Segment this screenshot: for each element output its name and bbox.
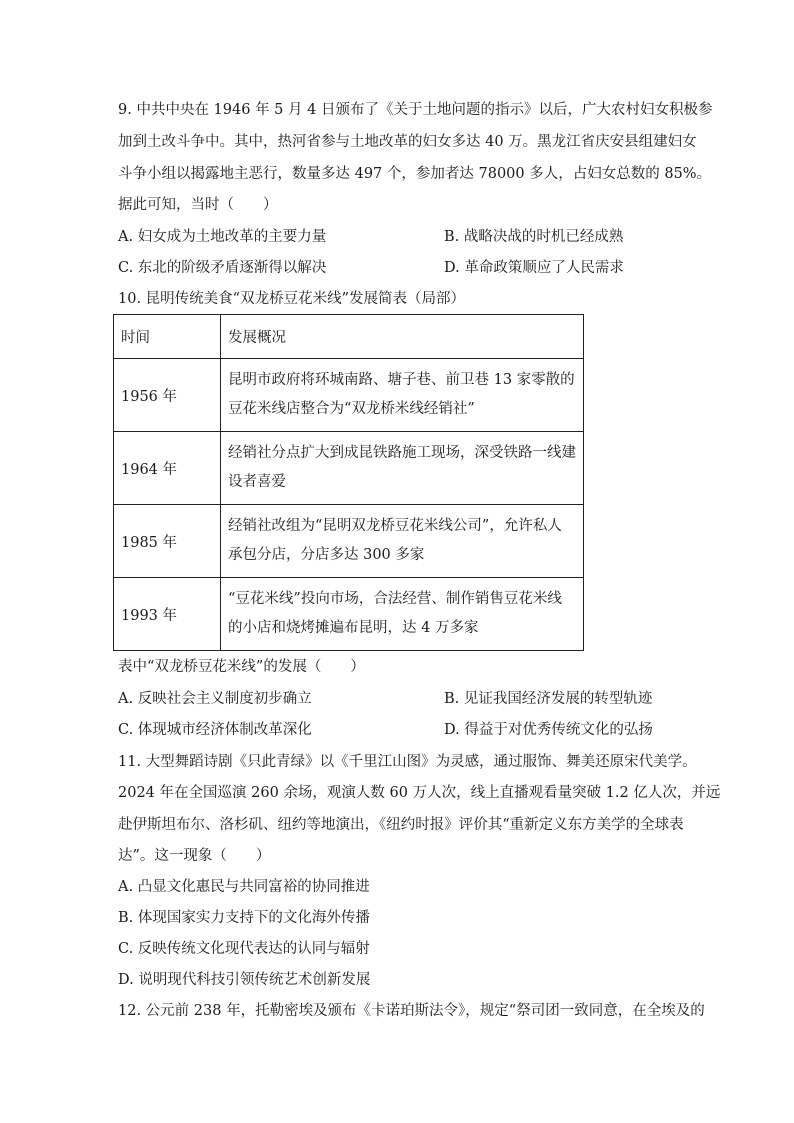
q11-option-c: C. 反映传统文化现代表达的认同与辐射 xyxy=(118,941,370,957)
table-cell-desc xyxy=(221,505,584,578)
q10-option-b: B. 见证我国经济发展的转型轨迹 xyxy=(444,691,653,707)
q10-stem: 表中“双龙桥豆花米线”的发展（ ） xyxy=(118,659,365,675)
q9-line-2: 加到土改斗争中。其中，热河省参与土地改革的妇女多达 40 万。黑龙江省庆安县组建妇女 xyxy=(118,134,697,150)
table-cell-year: 1964 年 xyxy=(114,432,221,505)
table-row xyxy=(114,359,584,432)
table-cell-desc xyxy=(221,578,584,651)
table-row xyxy=(114,505,584,578)
q10-option-a: A. 反映社会主义制度初步确立 xyxy=(118,691,312,707)
q11-option-b: B. 体现国家实力支持下的文化海外传播 xyxy=(118,910,370,926)
q11-line-3: 赴伊斯坦布尔、洛杉矶、纽约等地演出，《纽约时报》评价其“重新定义东方美学的全球表 xyxy=(118,817,684,833)
table-cell-desc-text: 经销社改组为“昆明双龙桥豆花米线公司”，允许私人承包分店，分店多达 300 多家 xyxy=(228,518,562,563)
table-cell-desc xyxy=(221,432,584,505)
q11-line-1: 11. 大型舞蹈诗剧《只此青绿》以《千里江山图》为灵感，通过服饰、舞美还原宋代美学。 xyxy=(118,754,697,770)
table-cell-desc xyxy=(221,359,584,432)
table-header-overview: 发展概况 xyxy=(221,315,584,359)
table-cell-desc-text: “豆花米线”投向市场，合法经营、制作销售豆花米线的小店和烧烤摊遍布昆明，达 4 万多家 xyxy=(228,591,562,636)
q9-option-d: D. 革命政策顺应了人民需求 xyxy=(444,260,624,276)
q9-option-c: C. 东北的阶级矛盾逐渐得以解决 xyxy=(118,260,327,276)
q12-line-1: 12. 公元前 238 年，托勒密埃及颁布《卡诺珀斯法令》，规定“祭司团一致同意，在全埃及的 xyxy=(118,1003,705,1019)
q10-option-c: C. 体现城市经济体制改革深化 xyxy=(118,722,312,738)
q10-option-d: D. 得益于对优秀传统文化的弘扬 xyxy=(444,722,653,738)
table-header-row xyxy=(114,315,584,359)
table-cell-year: 1956 年 xyxy=(114,359,221,432)
q11-option-a: A. 凸显文化惠民与共同富裕的协同推进 xyxy=(118,879,370,895)
q9-option-b: B. 战略决战的时机已经成熟 xyxy=(444,229,624,245)
table-header-time: 时间 xyxy=(114,315,221,359)
q9-line-4: 据此可知，当时（ ） xyxy=(118,197,278,213)
table-cell-year: 1993 年 xyxy=(114,578,221,651)
q11-line-4: 达”。这一现象（ ） xyxy=(118,848,271,864)
q9-option-a: A. 妇女成为土地改革的主要力量 xyxy=(118,229,327,245)
table-row xyxy=(114,578,584,651)
table-cell-desc-text: 经销社分点扩大到成昆铁路施工现场，深受铁路一线建设者喜爱 xyxy=(228,445,576,490)
table-cell-desc-text: 昆明市政府将环城南路、塘子巷、前卫巷 13 家零散的豆花米线店整合为“双龙桥米线经销社” xyxy=(228,372,575,417)
q10-title: 10. 昆明传统美食“双龙桥豆花米线”发展简表（局部） xyxy=(118,291,465,307)
q9-line-3: 斗争小组以揭露地主恶行，数量多达 497 个，参加者达 78000 多人，占妇女总数的 85%。 xyxy=(118,166,712,182)
q11-line-2: 2024 年在全国巡演 260 余场，观演人数 60 万人次，线上直播观看量突破 1.2 亿人次，并远 xyxy=(118,785,721,801)
q11-option-d: D. 说明现代科技引领传统艺术创新发展 xyxy=(118,972,371,988)
table-cell-year: 1985 年 xyxy=(114,505,221,578)
q9-line-1: 9. 中共中央在 1946 年 5 月 4 日颁布了《关于土地问题的指示》以后，广大农村妇女积极参 xyxy=(118,102,713,118)
table-row xyxy=(114,432,584,505)
development-table xyxy=(113,314,584,651)
